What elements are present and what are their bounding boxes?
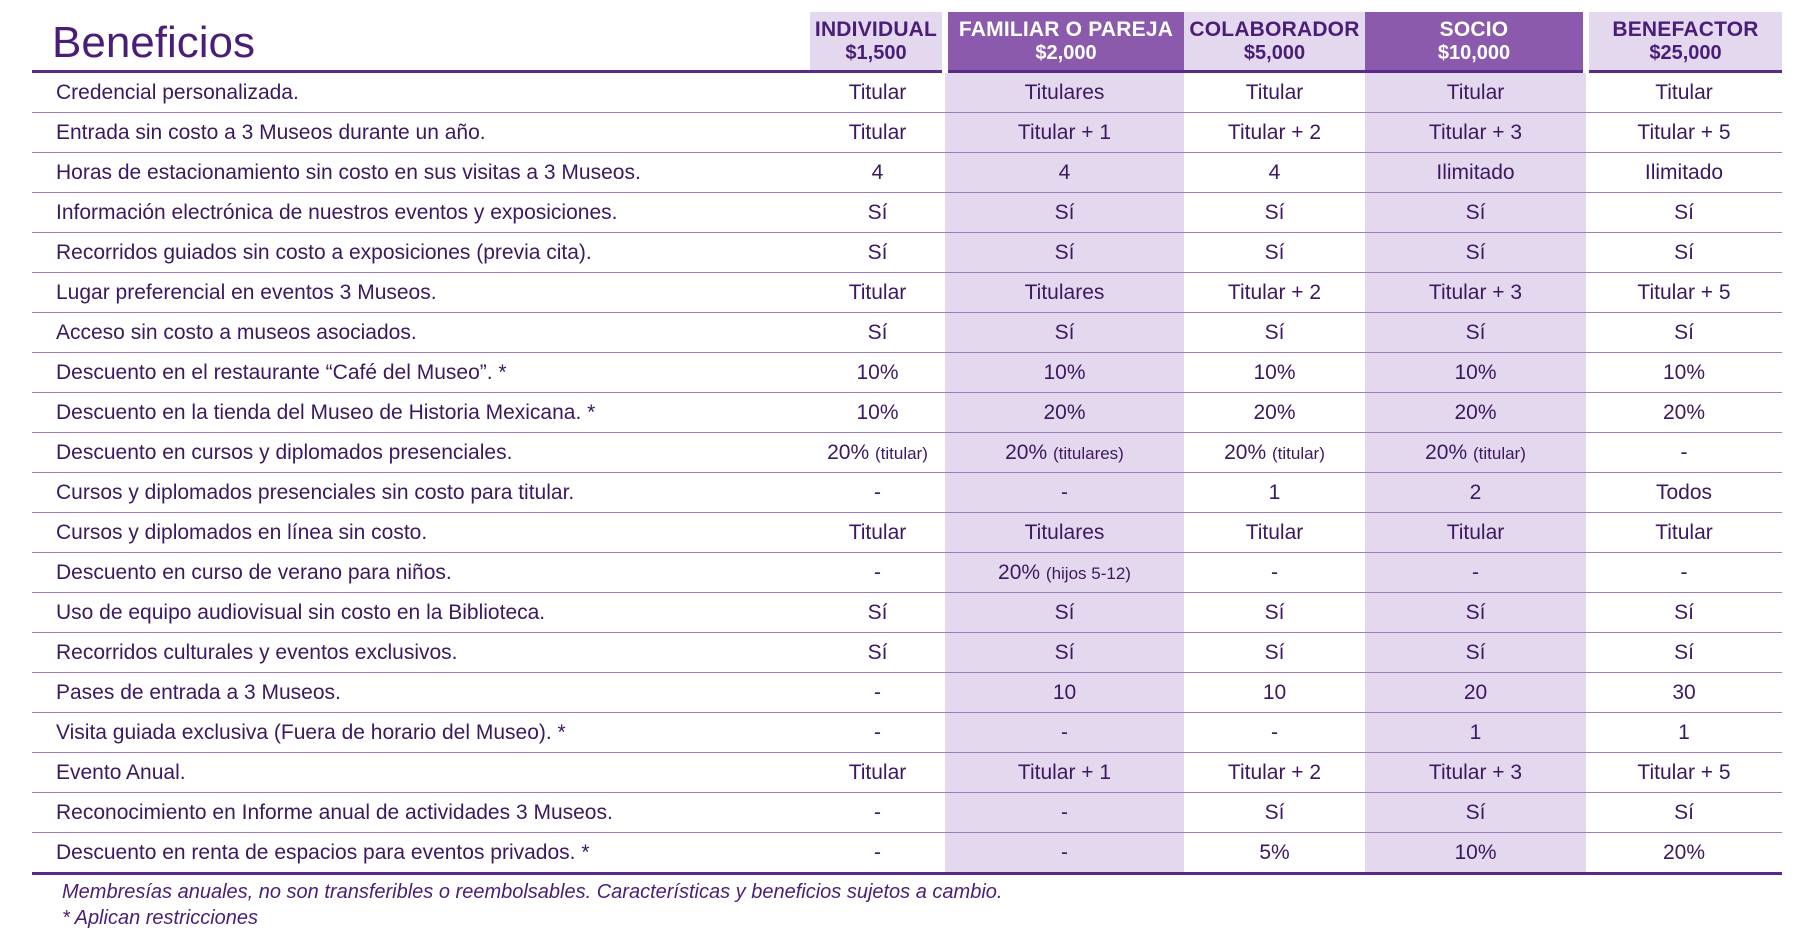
value-text: Ilimitado <box>1644 160 1724 184</box>
benefit-row <box>32 353 1782 393</box>
benefit-value-familiar <box>945 473 1184 513</box>
value-text: Sí <box>1264 800 1285 824</box>
value-text: 1 <box>1469 720 1482 744</box>
benefit-value-familiar <box>945 833 1184 874</box>
benefit-row <box>32 713 1782 753</box>
benefit-value-individual <box>810 153 945 193</box>
benefit-label: Visita guiada exclusiva (Fuera de horario del Museo). * <box>32 713 810 753</box>
value-text: 10 <box>1052 680 1077 704</box>
benefit-value-individual <box>810 193 945 233</box>
value-text: 20% <box>1253 400 1296 424</box>
benefit-value-individual <box>810 233 945 273</box>
value-text: Sí <box>1465 600 1486 624</box>
page-title: Beneficios <box>32 12 810 72</box>
benefit-label: Recorridos culturales y eventos exclusivos. <box>32 633 810 673</box>
benefit-value-individual <box>810 473 945 513</box>
value-text: - <box>1061 720 1068 744</box>
benefit-row <box>32 273 1782 313</box>
benefit-row <box>32 193 1782 233</box>
value-text: 4 <box>1058 160 1071 184</box>
benefit-value-individual <box>810 433 945 473</box>
benefit-label: Cursos y diplomados presenciales sin costo para titular. <box>32 473 810 513</box>
value-text: 5% <box>1259 840 1290 864</box>
value-text: 4 <box>1268 160 1281 184</box>
value-text: Todos <box>1655 480 1713 504</box>
benefit-value-colaborador <box>1184 553 1365 593</box>
value-text: Sí <box>867 640 888 664</box>
tier-name: BENEFACTOR <box>1612 18 1759 42</box>
value-text: Sí <box>1054 320 1075 344</box>
benefit-label: Descuento en cursos y diplomados presenciales. <box>32 433 810 473</box>
value-text: Titular <box>848 520 907 544</box>
benefit-label: Descuento en el restaurante “Café del Museo”. * <box>32 353 810 393</box>
benefit-value-familiar <box>945 713 1184 753</box>
benefit-value-socio <box>1365 793 1586 833</box>
value-text: Sí <box>1465 800 1486 824</box>
benefit-value-socio <box>1365 193 1586 233</box>
value-text: Sí <box>1674 240 1694 264</box>
tier-price: $25,000 <box>1649 41 1722 64</box>
benefit-row <box>32 673 1782 713</box>
benefit-value-socio <box>1365 393 1586 433</box>
benefit-row <box>32 833 1782 874</box>
value-text: Sí <box>1674 800 1694 824</box>
benefit-value-colaborador <box>1184 593 1365 633</box>
value-text: 20% <box>998 560 1041 584</box>
benefit-value-familiar <box>945 153 1184 193</box>
value-text: Sí <box>1054 240 1075 264</box>
benefit-value-familiar <box>945 553 1184 593</box>
value-text: - <box>1680 560 1688 584</box>
value-text: Titular <box>1245 80 1304 104</box>
value-text: 20% <box>1662 840 1706 864</box>
value-qualifier: (hijos 5-12) <box>1045 563 1131 583</box>
value-text: Titular + 3 <box>1428 280 1523 304</box>
benefit-value-benefactor <box>1586 273 1782 313</box>
value-text: Titular + 3 <box>1428 760 1523 784</box>
value-text: Sí <box>1674 320 1694 344</box>
value-text: 4 <box>871 160 884 184</box>
value-text: 20% <box>1005 440 1048 464</box>
value-text: 10% <box>1454 840 1497 864</box>
value-text: Sí <box>867 200 888 224</box>
benefit-value-colaborador <box>1184 753 1365 793</box>
value-text: 20 <box>1463 680 1488 704</box>
benefit-value-individual <box>810 793 945 833</box>
tier-name: FAMILIAR O PAREJA <box>958 18 1174 42</box>
value-text: Sí <box>867 600 888 624</box>
value-text: Titular <box>848 120 907 144</box>
benefit-value-socio <box>1365 313 1586 353</box>
value-text: 10% <box>1043 360 1086 384</box>
value-text: Sí <box>1264 320 1285 344</box>
benefit-value-colaborador <box>1184 513 1365 553</box>
value-text: Titular <box>1245 520 1304 544</box>
value-text: 20% <box>1425 440 1468 464</box>
benefit-row <box>32 113 1782 153</box>
benefit-value-colaborador <box>1184 193 1365 233</box>
benefit-value-benefactor <box>1586 593 1782 633</box>
benefit-value-individual <box>810 72 945 113</box>
benefit-value-benefactor <box>1586 713 1782 753</box>
benefit-label: Horas de estacionamiento sin costo en sus visitas a 3 Museos. <box>32 153 810 193</box>
tier-price: $5,000 <box>1243 41 1306 64</box>
benefit-value-socio <box>1365 513 1586 553</box>
benefit-value-colaborador <box>1184 793 1365 833</box>
benefit-row <box>32 793 1782 833</box>
benefit-value-benefactor <box>1586 753 1782 793</box>
benefit-value-individual <box>810 753 945 793</box>
benefit-value-benefactor <box>1586 193 1782 233</box>
tier-price: $1,500 <box>845 41 907 64</box>
benefit-value-familiar <box>945 753 1184 793</box>
value-text: - <box>874 840 881 864</box>
value-text: 1 <box>1268 480 1281 504</box>
value-text: Sí <box>1054 600 1075 624</box>
value-text: 20% <box>1224 440 1267 464</box>
tier-name: COLABORADOR <box>1189 18 1360 42</box>
benefit-label: Información electrónica de nuestros eventos y exposiciones. <box>32 193 810 233</box>
benefit-value-familiar <box>945 393 1184 433</box>
value-text: Titular + 5 <box>1637 280 1731 304</box>
value-text: Titular <box>1446 520 1505 544</box>
value-text: Sí <box>1264 200 1285 224</box>
benefit-value-colaborador <box>1184 673 1365 713</box>
benefit-value-colaborador <box>1184 833 1365 874</box>
benefit-row <box>32 513 1782 553</box>
value-text: Sí <box>867 240 888 264</box>
benefits-table <box>32 12 1782 875</box>
benefit-value-colaborador <box>1184 313 1365 353</box>
value-text: - <box>1061 840 1068 864</box>
benefit-value-individual <box>810 593 945 633</box>
value-text: Titular + 5 <box>1637 120 1731 144</box>
benefit-value-socio <box>1365 593 1586 633</box>
benefit-value-socio <box>1365 633 1586 673</box>
value-text: Titular + 1 <box>1017 760 1112 784</box>
tier-header-colaborador <box>1184 12 1365 72</box>
benefit-value-benefactor <box>1586 833 1782 874</box>
benefit-value-colaborador <box>1184 233 1365 273</box>
value-text: Titular <box>1655 80 1713 104</box>
value-text: - <box>874 680 881 704</box>
benefit-value-familiar <box>945 593 1184 633</box>
value-text: Titulares <box>1024 80 1105 104</box>
value-text: 30 <box>1672 680 1696 704</box>
benefit-value-individual <box>810 313 945 353</box>
benefit-value-familiar <box>945 233 1184 273</box>
benefit-value-individual <box>810 833 945 874</box>
benefit-value-benefactor <box>1586 673 1782 713</box>
benefit-label: Cursos y diplomados en línea sin costo. <box>32 513 810 553</box>
benefit-value-familiar <box>945 793 1184 833</box>
value-text: Sí <box>1054 200 1075 224</box>
benefit-value-socio <box>1365 553 1586 593</box>
tier-price: $10,000 <box>1437 41 1511 64</box>
benefit-value-individual <box>810 353 945 393</box>
benefit-value-benefactor <box>1586 513 1782 553</box>
benefit-value-benefactor <box>1586 793 1782 833</box>
benefit-value-familiar <box>945 353 1184 393</box>
benefit-value-benefactor <box>1586 113 1782 153</box>
value-text: Titulares <box>1024 280 1105 304</box>
value-text: - <box>1472 560 1479 584</box>
value-qualifier: (titular) <box>1271 443 1325 463</box>
benefit-value-colaborador <box>1184 473 1365 513</box>
benefit-label: Descuento en la tienda del Museo de Historia Mexicana. * <box>32 393 810 433</box>
benefit-value-individual <box>810 113 945 153</box>
benefit-value-colaborador <box>1184 113 1365 153</box>
benefit-value-colaborador <box>1184 72 1365 113</box>
value-text: Titular <box>848 80 907 104</box>
benefit-row <box>32 313 1782 353</box>
benefit-label: Evento Anual. <box>32 753 810 793</box>
benefit-value-individual <box>810 393 945 433</box>
benefit-value-socio <box>1365 353 1586 393</box>
tier-name: SOCIO <box>1439 18 1509 42</box>
benefit-row <box>32 753 1782 793</box>
value-text: Titular <box>848 760 907 784</box>
tier-price: $2,000 <box>1035 41 1097 64</box>
tier-header-benefactor <box>1586 12 1782 72</box>
benefit-value-socio <box>1365 753 1586 793</box>
value-text: Sí <box>1674 600 1694 624</box>
value-text: 2 <box>1469 480 1482 504</box>
benefit-value-colaborador <box>1184 153 1365 193</box>
benefit-value-familiar <box>945 513 1184 553</box>
value-text: 20% <box>1662 400 1706 424</box>
value-text: Titular + 2 <box>1227 120 1322 144</box>
benefit-row <box>32 633 1782 673</box>
benefit-value-socio <box>1365 233 1586 273</box>
value-text: 1 <box>1678 720 1690 744</box>
value-text: - <box>1271 560 1278 584</box>
value-text: Titular <box>1446 80 1505 104</box>
benefit-row <box>32 72 1782 113</box>
value-text: - <box>1271 720 1278 744</box>
benefit-value-familiar <box>945 433 1184 473</box>
value-text: - <box>874 560 881 584</box>
benefit-value-socio <box>1365 713 1586 753</box>
benefit-value-familiar <box>945 72 1184 113</box>
benefit-value-benefactor <box>1586 393 1782 433</box>
benefit-value-benefactor <box>1586 72 1782 113</box>
value-text: Sí <box>1465 240 1486 264</box>
value-text: Sí <box>1264 600 1285 624</box>
value-text: Sí <box>1264 640 1285 664</box>
benefit-value-socio <box>1365 72 1586 113</box>
value-text: 10% <box>856 360 899 384</box>
tier-header-familiar <box>945 12 1184 72</box>
benefit-value-colaborador <box>1184 713 1365 753</box>
benefit-rows <box>32 72 1782 874</box>
benefit-value-benefactor <box>1586 433 1782 473</box>
value-text: Titulares <box>1024 520 1105 544</box>
tier-header-socio <box>1365 12 1586 72</box>
value-text: - <box>1680 440 1688 464</box>
benefit-label: Uso de equipo audiovisual sin costo en la Biblioteca. <box>32 593 810 633</box>
value-text: Titular + 5 <box>1637 760 1731 784</box>
value-text: 10% <box>1253 360 1296 384</box>
tier-header-row <box>32 12 1782 72</box>
value-text: Titular + 1 <box>1017 120 1112 144</box>
benefit-value-familiar <box>945 313 1184 353</box>
value-text: 10% <box>856 400 899 424</box>
value-text: 20% <box>1043 400 1086 424</box>
benefit-value-socio <box>1365 673 1586 713</box>
benefit-value-colaborador <box>1184 433 1365 473</box>
value-text: Titular + 2 <box>1227 280 1322 304</box>
value-qualifier: (titular) <box>874 443 928 463</box>
benefit-value-benefactor <box>1586 313 1782 353</box>
footnote-restrictions: * Aplican restricciones <box>62 906 259 929</box>
value-text: - <box>874 800 881 824</box>
value-text: Sí <box>1674 640 1694 664</box>
tier-name: INDIVIDUAL <box>814 18 938 42</box>
value-text: Titular <box>848 280 907 304</box>
value-text: Sí <box>1674 200 1694 224</box>
value-text: Sí <box>867 320 888 344</box>
benefit-value-benefactor <box>1586 353 1782 393</box>
value-text: Ilimitado <box>1436 160 1515 184</box>
value-text: Sí <box>1054 640 1075 664</box>
value-text: Titular + 3 <box>1428 120 1523 144</box>
benefit-value-socio <box>1365 833 1586 874</box>
benefit-label: Entrada sin costo a 3 Museos durante un año. <box>32 113 810 153</box>
benefit-value-familiar <box>945 113 1184 153</box>
benefit-value-individual <box>810 633 945 673</box>
value-text: 20% <box>1454 400 1497 424</box>
benefit-value-colaborador <box>1184 353 1365 393</box>
value-text: Sí <box>1465 640 1486 664</box>
benefit-label: Pases de entrada a 3 Museos. <box>32 673 810 713</box>
benefit-row <box>32 433 1782 473</box>
tier-header-individual <box>810 12 945 72</box>
benefit-value-benefactor <box>1586 553 1782 593</box>
benefit-value-familiar <box>945 193 1184 233</box>
benefit-value-colaborador <box>1184 393 1365 433</box>
value-text: 10 <box>1262 680 1287 704</box>
benefit-label: Reconocimiento en Informe anual de actividades 3 Museos. <box>32 793 810 833</box>
benefit-value-socio <box>1365 473 1586 513</box>
benefit-value-benefactor <box>1586 153 1782 193</box>
benefit-label: Recorridos guiados sin costo a exposiciones (previa cita). <box>32 233 810 273</box>
benefit-label: Lugar preferencial en eventos 3 Museos. <box>32 273 810 313</box>
benefit-value-individual <box>810 713 945 753</box>
benefit-row <box>32 233 1782 273</box>
value-text: - <box>874 720 881 744</box>
value-text: Sí <box>1264 240 1285 264</box>
benefit-value-familiar <box>945 673 1184 713</box>
benefit-value-individual <box>810 553 945 593</box>
value-text: 10% <box>1454 360 1497 384</box>
value-text: - <box>1061 480 1068 504</box>
value-text: Titular <box>1655 520 1713 544</box>
benefit-value-colaborador <box>1184 633 1365 673</box>
benefit-value-individual <box>810 673 945 713</box>
benefit-value-socio <box>1365 433 1586 473</box>
benefit-row <box>32 473 1782 513</box>
benefit-value-socio <box>1365 273 1586 313</box>
value-qualifier: (titulares) <box>1053 443 1124 463</box>
benefit-label: Descuento en renta de espacios para eventos privados. * <box>32 833 810 874</box>
value-text: - <box>1061 800 1068 824</box>
value-text: Sí <box>1465 200 1486 224</box>
benefit-value-familiar <box>945 273 1184 313</box>
value-text: 20% <box>827 440 870 464</box>
footnotes <box>62 880 1002 931</box>
benefit-label: Descuento en curso de verano para niños. <box>32 553 810 593</box>
benefit-label: Credencial personalizada. <box>32 72 810 113</box>
benefit-value-benefactor <box>1586 473 1782 513</box>
benefit-row <box>32 593 1782 633</box>
benefit-value-socio <box>1365 153 1586 193</box>
benefit-value-benefactor <box>1586 233 1782 273</box>
benefit-value-individual <box>810 513 945 553</box>
benefit-row <box>32 393 1782 433</box>
value-text: Titular + 2 <box>1227 760 1322 784</box>
benefit-row <box>32 153 1782 193</box>
benefit-value-familiar <box>945 633 1184 673</box>
benefit-row <box>32 553 1782 593</box>
footnote-membership: Membresías anuales, no son transferibles o reembolsables. Características y beneficios sujetos a cambio. <box>62 881 1003 903</box>
value-text: - <box>874 480 881 504</box>
value-text: Sí <box>1465 320 1486 344</box>
benefit-label: Acceso sin costo a museos asociados. <box>32 313 810 353</box>
value-qualifier: (titular) <box>1472 443 1526 463</box>
benefit-value-socio <box>1365 113 1586 153</box>
benefit-value-individual <box>810 273 945 313</box>
benefit-value-colaborador <box>1184 273 1365 313</box>
benefit-value-benefactor <box>1586 633 1782 673</box>
value-text: 10% <box>1662 360 1706 384</box>
